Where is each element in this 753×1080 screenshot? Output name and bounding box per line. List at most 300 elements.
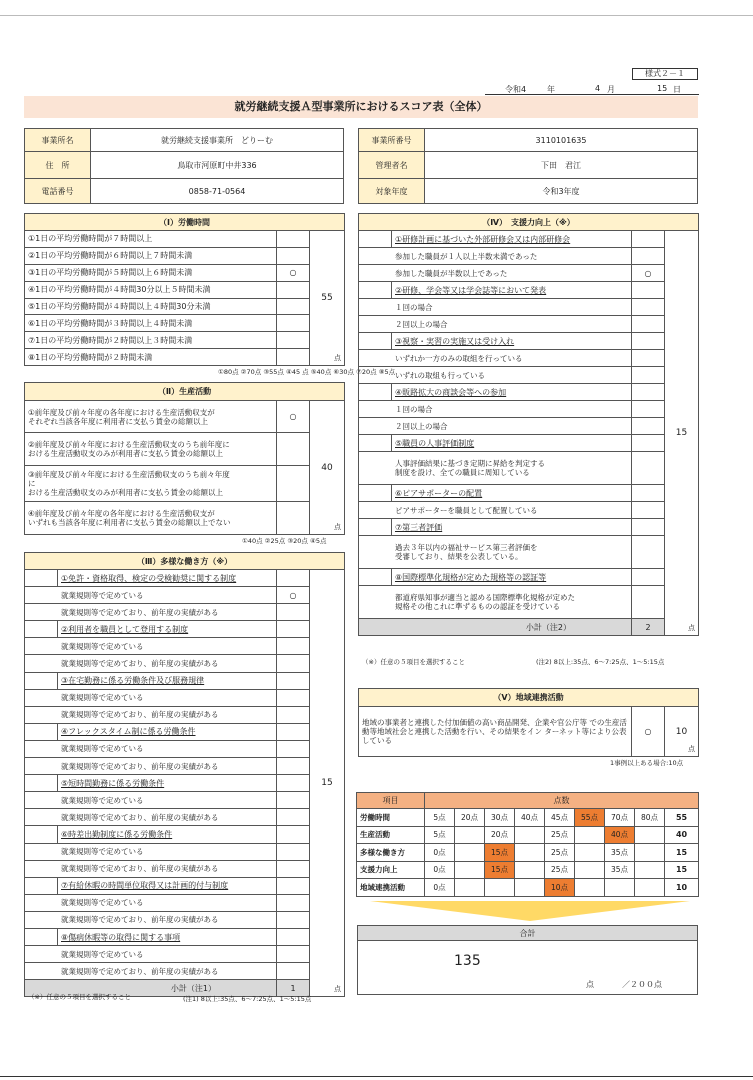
production-option-mark[interactable]	[277, 433, 310, 466]
production-score-cell	[310, 401, 345, 535]
support-group-mark	[632, 435, 665, 452]
support-group-title: ②研修、学会等又は学会誌等において発表	[392, 282, 632, 299]
summary-item-name: 地域連携活動	[357, 879, 425, 897]
support-option-text: １回の場合	[359, 401, 632, 418]
support-group-box[interactable]	[359, 282, 392, 299]
summary-cell-selected: 15点	[485, 861, 515, 879]
diverse-work-option-row	[25, 946, 345, 963]
address-label: 住 所	[25, 152, 91, 179]
summary-cell-selected: 55点	[575, 809, 605, 827]
support-group-box[interactable]	[359, 569, 392, 586]
summary-row	[357, 844, 699, 862]
diverse-work-group-title: ⑧傷病休暇等の取得に関する事項	[58, 928, 277, 945]
support-option-row	[359, 418, 699, 435]
production-option-text: ①前年度及び前々年度の各年度における生産活動収支が それぞれ当該各年度に利用者に支払う賃金の総額以上	[25, 401, 277, 433]
total-label: 合計	[358, 926, 698, 941]
total-value: 135	[454, 953, 481, 969]
summary-cell-selected: 10点	[545, 879, 575, 897]
date-era: 令和4	[505, 85, 527, 94]
support-option-mark[interactable]	[632, 452, 665, 485]
support-group-mark	[632, 333, 665, 350]
summary-cell: 25点	[545, 844, 575, 862]
diverse-work-group-head	[25, 775, 345, 792]
sec4-note-left: （※）任意の５項目を選択すること	[362, 658, 465, 666]
production-score: 40	[321, 462, 333, 473]
support-score-cell	[665, 231, 699, 636]
production-unit: 点	[334, 523, 341, 531]
support-option-text: ２回以上の場合	[359, 418, 632, 435]
diverse-work-group-head	[25, 570, 345, 587]
support-option-mark[interactable]: ○	[632, 265, 665, 282]
diverse-work-option-text: 就業規則等で定めており、前年度の実績がある	[25, 809, 277, 826]
diverse-work-option-row	[25, 963, 345, 980]
summary-item-name: 生産活動	[357, 826, 425, 844]
section-title: （Ⅱ）生産活動	[25, 383, 345, 401]
support-group-head	[359, 569, 699, 586]
diverse-work-group-title: ④フレックスタイム制に係る労働条件	[58, 723, 277, 740]
diverse-work-option-mark[interactable]: ○	[277, 587, 310, 604]
support-option-row	[359, 316, 699, 333]
page-title: 就労継続支援Ａ型事業所におけるスコア表（全体）	[24, 96, 698, 118]
summary-item-name: 支援力向上	[357, 861, 425, 879]
diverse-work-option-row	[25, 740, 345, 757]
summary-cell	[515, 879, 545, 897]
diverse-work-option-mark[interactable]	[277, 809, 310, 826]
diverse-work-group-mark	[277, 672, 310, 689]
summary-total: 10	[665, 879, 699, 897]
diverse-work-group-mark	[277, 928, 310, 945]
diverse-work-option-row	[25, 604, 345, 621]
support-group-box[interactable]	[359, 435, 392, 452]
summary-item-header: 項目	[357, 793, 425, 809]
support-option-text: 参加した職員が半数以上であった	[359, 265, 632, 282]
sec3-note-left: （※）任意の５項目を選択すること	[28, 993, 131, 1001]
diverse-work-option-mark[interactable]	[277, 946, 310, 963]
summary-score-header: 点数	[425, 793, 699, 809]
hours-option-mark[interactable]: ○	[277, 264, 310, 281]
hours-option-row	[25, 332, 345, 349]
diverse-work-group-title: ③在宅勤務に係る労働条件及び服務規律	[58, 672, 277, 689]
summary-cell: 40点	[515, 809, 545, 827]
production-option-mark[interactable]	[277, 466, 310, 502]
date-day-label: 日	[673, 85, 681, 94]
summary-cell	[635, 861, 665, 879]
summary-cell	[455, 879, 485, 897]
support-option-mark[interactable]	[632, 316, 665, 333]
support-group-title: ⑥ピアサポーターの配置	[392, 485, 632, 502]
support-group-box[interactable]	[359, 333, 392, 350]
diverse-work-subtotal-label: 小計（注1）	[25, 980, 277, 997]
production-option-mark[interactable]: ○	[277, 401, 310, 433]
support-subtotal-row	[359, 619, 699, 636]
office-no-value: 3110101635	[425, 129, 698, 152]
summary-cell	[635, 879, 665, 897]
hours-option-text: ②1日の平均労働時間が６時間以上７時間未満	[25, 247, 277, 264]
diverse-work-option-text: 就業規則等で定めており、前年度の実績がある	[25, 963, 277, 980]
diverse-work-group-title: ①免許・資格取得、検定の受検勧奨に関する制度	[58, 570, 277, 587]
support-option-row	[359, 401, 699, 418]
hours-option-text: ⑤1日の平均労働時間が４時間以上４時間30分未満	[25, 298, 277, 315]
section-title: （Ⅴ）地域連携活動	[359, 689, 699, 707]
diverse-work-option-mark[interactable]	[277, 911, 310, 928]
diverse-work-group-mark	[277, 826, 310, 843]
support-option-text: ２回以上の場合	[359, 316, 632, 333]
support-option-row	[359, 536, 699, 569]
summary-cell: 70点	[605, 809, 635, 827]
section-support-capacity	[358, 213, 699, 636]
community-unit: 点	[688, 745, 695, 753]
diverse-work-group-mark	[277, 621, 310, 638]
support-option-mark[interactable]	[632, 350, 665, 367]
target-year-label: 対象年度	[359, 179, 425, 204]
form-number: 様式２－１	[632, 68, 698, 80]
hours-option-text: ⑦1日の平均労働時間が２時間以上３時間未満	[25, 332, 277, 349]
diverse-work-option-text: 就業規則等で定めている	[25, 587, 277, 604]
support-option-mark[interactable]	[632, 502, 665, 519]
support-group-mark	[632, 485, 665, 502]
date-year-label: 年	[547, 85, 555, 94]
sec5-note: 1事例以上ある場合:10点	[610, 759, 684, 767]
hours-option-text: ⑧1日の平均労働時間が２時間未満	[25, 349, 277, 366]
section-working-hours	[24, 213, 345, 366]
diverse-work-option-mark[interactable]	[277, 792, 310, 809]
summary-cell-selected: 15点	[485, 844, 515, 862]
sec3-note-right: (注1) 8以上:35点、6～7:25点、1～5:15点	[183, 995, 312, 1003]
summary-row	[357, 879, 699, 897]
summary-cell: 35点	[605, 844, 635, 862]
hours-option-row	[25, 247, 345, 264]
summary-cell	[575, 879, 605, 897]
support-option-mark[interactable]	[632, 418, 665, 435]
support-group-box[interactable]	[359, 384, 392, 401]
down-arrow-shape	[370, 901, 690, 921]
production-option-row	[25, 433, 345, 466]
diverse-work-option-mark[interactable]	[277, 706, 310, 723]
summary-cell: 80点	[635, 809, 665, 827]
support-option-text: 人事評価結果に基づき定期に昇給を判定する 制度を設け、全ての職員に周知している	[359, 452, 632, 485]
support-group-title: ⑦第三者評価	[392, 519, 632, 536]
support-unit: 点	[688, 624, 696, 632]
support-option-row	[359, 299, 699, 316]
diverse-work-option-mark[interactable]	[277, 740, 310, 757]
summary-cell: 25点	[545, 826, 575, 844]
support-option-mark[interactable]	[632, 299, 665, 316]
diverse-work-group-mark	[277, 570, 310, 587]
total-table	[357, 925, 698, 995]
summary-cell: 5点	[425, 826, 455, 844]
diverse-work-subtotal-value: 1	[277, 980, 310, 997]
diverse-work-option-row	[25, 911, 345, 928]
diverse-work-option-text: 就業規則等で定めている	[25, 792, 277, 809]
support-group-head	[359, 282, 699, 299]
diverse-work-group-head	[25, 928, 345, 945]
date-month-label: 月	[607, 85, 615, 94]
support-subtotal-label: 小計（注2）	[359, 619, 632, 636]
diverse-work-option-row	[25, 706, 345, 723]
date-day: 15	[657, 84, 668, 93]
sec2-legend: ①40点 ②25点 ③20点 ④5点	[242, 537, 327, 545]
diverse-work-group-head	[25, 877, 345, 894]
support-group-head	[359, 485, 699, 502]
summary-cell	[575, 861, 605, 879]
diverse-work-group-mark	[277, 775, 310, 792]
hours-option-row	[25, 281, 345, 298]
summary-cell: 45点	[545, 809, 575, 827]
diverse-work-option-row	[25, 894, 345, 911]
support-option-text: 都道府県知事が適当と認める国際標準化規格が定めた 規格その他これに準ずるものの認証を受けている	[359, 586, 632, 619]
support-option-text: ピアサポーターを職員として配置している	[359, 502, 632, 519]
diverse-work-group-box[interactable]	[25, 621, 58, 638]
total-unit: 点	[586, 980, 594, 989]
total-cell	[358, 941, 698, 995]
production-option-text: ③前年度及び前々年度における生産活動収支のうち前々年度 に おける生産活動収支のみが利用者に支払う賃金の総額以上	[25, 466, 277, 502]
summary-cell: 0点	[425, 879, 455, 897]
diverse-work-option-mark[interactable]	[277, 894, 310, 911]
hours-option-mark[interactable]	[277, 247, 310, 264]
summary-cell: 20点	[485, 826, 515, 844]
diverse-work-group-head	[25, 672, 345, 689]
hours-score-cell	[310, 231, 345, 366]
summary-cell	[455, 844, 485, 862]
summary-total: 40	[665, 826, 699, 844]
community-score: 10	[675, 726, 688, 737]
summary-cell	[515, 861, 545, 879]
summary-total: 15	[665, 861, 699, 879]
diverse-work-unit: 点	[334, 985, 342, 994]
summary-table	[356, 792, 699, 897]
diverse-work-option-row	[25, 843, 345, 860]
community-text: 地域の事業者と連携した付加価値の高い商品開発、企業や官公庁等 での生産活動等地域社会と連携した活動を行い、その結果をイン ターネット等により公表している	[359, 707, 632, 757]
summary-cell	[635, 826, 665, 844]
diverse-work-group-box[interactable]	[25, 570, 58, 587]
support-option-row	[359, 367, 699, 384]
diverse-work-group-box[interactable]	[25, 672, 58, 689]
support-option-mark[interactable]	[632, 401, 665, 418]
info-table-left	[24, 128, 344, 204]
date-line	[485, 83, 699, 95]
support-option-row	[359, 586, 699, 619]
summary-item-name: 労働時間	[357, 809, 425, 827]
diverse-work-option-text: 就業規則等で定めており、前年度の実績がある	[25, 758, 277, 775]
bottom-rule	[0, 1076, 753, 1077]
support-option-mark[interactable]	[632, 586, 665, 619]
diverse-work-score-cell	[310, 570, 345, 997]
section-title: （Ⅳ） 支援力向上（※）	[359, 214, 699, 231]
hours-score: 55	[321, 293, 333, 304]
hours-option-mark[interactable]	[277, 281, 310, 298]
diverse-work-option-mark[interactable]	[277, 963, 310, 980]
summary-row	[357, 826, 699, 844]
section-community	[358, 688, 699, 757]
sec1-legend: ①80点 ②70点 ③55点 ④45 点 ⑤40点 ⑥30点 ⑦20点 ⑧5点	[218, 368, 396, 376]
support-option-mark[interactable]	[632, 248, 665, 265]
support-group-mark	[632, 231, 665, 248]
support-group-head	[359, 333, 699, 350]
support-group-box[interactable]	[359, 519, 392, 536]
hours-option-row	[25, 231, 345, 248]
support-option-mark[interactable]	[632, 536, 665, 569]
diverse-work-group-title: ⑥時差出勤制度に係る労働条件	[58, 826, 277, 843]
hours-option-row	[25, 298, 345, 315]
community-score-cell	[665, 707, 699, 757]
diverse-work-group-head	[25, 826, 345, 843]
diverse-work-group-mark	[277, 877, 310, 894]
support-score: 15	[675, 428, 688, 438]
summary-cell	[515, 826, 545, 844]
section-diverse-work	[24, 552, 345, 997]
diverse-work-option-mark[interactable]	[277, 689, 310, 706]
support-option-row	[359, 350, 699, 367]
date-month: 4	[595, 84, 601, 93]
summary-cell: 30点	[485, 809, 515, 827]
support-group-mark	[632, 519, 665, 536]
support-group-box[interactable]	[359, 485, 392, 502]
summary-cell: 20点	[455, 809, 485, 827]
diverse-work-group-head	[25, 723, 345, 740]
hours-option-mark[interactable]	[277, 231, 310, 248]
diverse-work-option-text: 就業規則等で定めている	[25, 843, 277, 860]
support-option-row	[359, 265, 699, 282]
diverse-work-group-mark	[277, 723, 310, 740]
production-option-mark[interactable]	[277, 502, 310, 535]
diverse-work-group-box[interactable]	[25, 826, 58, 843]
production-option-row	[25, 466, 345, 502]
hours-option-mark[interactable]	[277, 298, 310, 315]
hours-option-text: ④1日の平均労働時間が４時間30分以上５時間未満	[25, 281, 277, 298]
manager-label: 管理者名	[359, 152, 425, 179]
summary-total: 15	[665, 844, 699, 862]
sec4-note-right: (注2) 8以上:35点、6～7:25点、1～5:15点	[536, 658, 665, 666]
summary-cell-selected: 40点	[605, 826, 635, 844]
summary-row	[357, 861, 699, 879]
summary-cell	[455, 861, 485, 879]
support-group-mark	[632, 282, 665, 299]
support-group-head	[359, 231, 699, 248]
office-name-value: 就労継続支援事業所 どりーむ	[91, 129, 344, 152]
diverse-work-option-text: 就業規則等で定めている	[25, 894, 277, 911]
diverse-work-option-text: 就業規則等で定めている	[25, 740, 277, 757]
summary-cell: 35点	[605, 861, 635, 879]
office-no-label: 事業所番号	[359, 129, 425, 152]
diverse-work-option-mark[interactable]	[277, 638, 310, 655]
diverse-work-option-row	[25, 655, 345, 672]
summary-cell: 25点	[545, 861, 575, 879]
support-option-text: いずれか一方のみの取組を行っている	[359, 350, 632, 367]
summary-cell	[455, 826, 485, 844]
diverse-work-group-box[interactable]	[25, 723, 58, 740]
summary-row	[357, 809, 699, 827]
support-group-head	[359, 435, 699, 452]
hours-option-text: ③1日の平均労働時間が５時間以上６時間未満	[25, 264, 277, 281]
hours-option-text: ⑥1日の平均労働時間が３時間以上４時間未満	[25, 315, 277, 332]
summary-cell	[635, 844, 665, 862]
diverse-work-option-text: 就業規則等で定めており、前年度の実績がある	[25, 604, 277, 621]
production-option-text: ④前年度及び前々年度の各年度における生産活動収支が いずれも当該各年度に利用者に支払う賃金の総額以上でない	[25, 502, 277, 535]
diverse-work-option-mark[interactable]	[277, 604, 310, 621]
phone-value: 0858-71-0564	[91, 179, 344, 204]
summary-cell	[575, 844, 605, 862]
diverse-work-option-row	[25, 809, 345, 826]
diverse-work-option-row	[25, 758, 345, 775]
diverse-work-option-mark[interactable]	[277, 843, 310, 860]
diverse-work-group-box[interactable]	[25, 877, 58, 894]
support-group-title: ③視察・実習の実施又は受け入れ	[392, 333, 632, 350]
diverse-work-option-text: 就業規則等で定めており、前年度の実績がある	[25, 911, 277, 928]
section-title: （Ⅲ）多様な働き方（※）	[25, 553, 345, 570]
address-value: 鳥取市河原町中井336	[91, 152, 344, 179]
hours-option-mark[interactable]	[277, 349, 310, 366]
support-group-title: ①研修計画に基づいた外部研修会又は内部研修会	[392, 231, 632, 248]
diverse-work-group-head	[25, 621, 345, 638]
community-mark[interactable]: ○	[632, 707, 665, 757]
support-group-title: ⑧国際標準化規格が定めた規格等の認証等	[392, 569, 632, 586]
hours-option-mark[interactable]	[277, 315, 310, 332]
diverse-work-option-row	[25, 689, 345, 706]
summary-cell	[605, 879, 635, 897]
summary-cell	[485, 879, 515, 897]
summary-cell	[575, 826, 605, 844]
info-table-right	[358, 128, 698, 204]
hours-option-mark[interactable]	[277, 332, 310, 349]
diverse-work-option-mark[interactable]	[277, 758, 310, 775]
production-option-row	[25, 401, 345, 433]
diverse-work-option-row	[25, 792, 345, 809]
diverse-work-option-mark[interactable]	[277, 860, 310, 877]
diverse-work-option-row	[25, 587, 345, 604]
support-option-text: １回の場合	[359, 299, 632, 316]
total-max: ／２００点	[622, 980, 662, 989]
support-subtotal-value: 2	[632, 619, 665, 636]
section-production	[24, 382, 345, 535]
diverse-work-group-title: ⑦有給休暇の時間単位取得又は計画的付与制度	[58, 877, 277, 894]
hours-option-row	[25, 315, 345, 332]
support-group-head	[359, 519, 699, 536]
diverse-work-option-text: 就業規則等で定めており、前年度の実績がある	[25, 860, 277, 877]
diverse-work-option-mark[interactable]	[277, 655, 310, 672]
diverse-work-group-title: ⑤短時間勤務に係る労働条件	[58, 775, 277, 792]
support-option-text: 過去３年以内の福祉サービス第三者評価を 受審しており、結果を公表している。	[359, 536, 632, 569]
summary-cell	[515, 844, 545, 862]
summary-item-name: 多様な働き方	[357, 844, 425, 862]
production-option-row	[25, 502, 345, 535]
hours-option-row	[25, 264, 345, 281]
diverse-work-option-text: 就業規則等で定めており、前年度の実績がある	[25, 655, 277, 672]
support-option-row	[359, 452, 699, 485]
top-rule	[0, 0, 753, 16]
diverse-work-option-text: 就業規則等で定めている	[25, 638, 277, 655]
diverse-work-option-text: 就業規則等で定めている	[25, 946, 277, 963]
summary-cell: 5点	[425, 809, 455, 827]
diverse-work-group-box[interactable]	[25, 775, 58, 792]
office-name-label: 事業所名	[25, 129, 91, 152]
diverse-work-option-row	[25, 638, 345, 655]
diverse-work-group-box[interactable]	[25, 928, 58, 945]
support-option-row	[359, 502, 699, 519]
diverse-work-option-text: 就業規則等で定めており、前年度の実績がある	[25, 706, 277, 723]
diverse-work-group-title: ②利用者を職員として登用する制度	[58, 621, 277, 638]
diverse-work-option-row	[25, 860, 345, 877]
support-group-box[interactable]	[359, 231, 392, 248]
support-group-mark	[632, 569, 665, 586]
summary-cell: 0点	[425, 861, 455, 879]
support-option-mark[interactable]	[632, 367, 665, 384]
support-group-mark	[632, 384, 665, 401]
hours-option-row	[25, 349, 345, 366]
manager-value: 下田 君江	[425, 152, 698, 179]
summary-cell: 0点	[425, 844, 455, 862]
hours-unit: 点	[334, 354, 341, 363]
support-option-text: 参加した職員が１人以上半数未満であった	[359, 248, 632, 265]
